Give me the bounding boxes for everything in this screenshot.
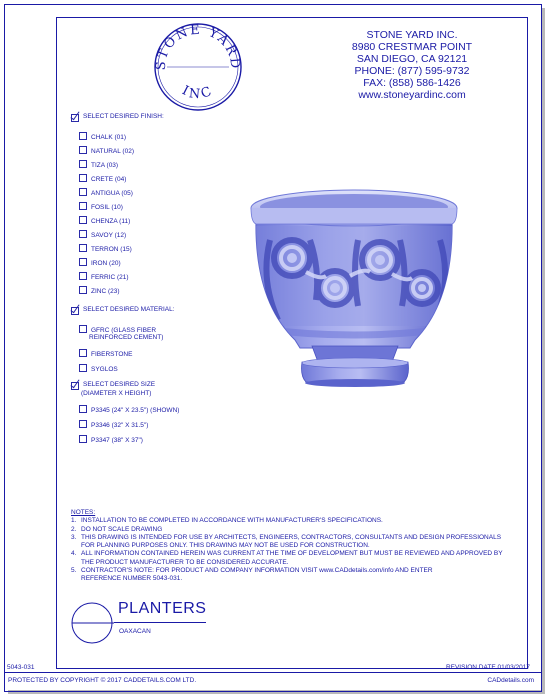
- finish-option[interactable]: [79, 132, 126, 142]
- material-option-label: GFRC (GLASS FIBER: [91, 327, 157, 334]
- section-symbol-icon: [70, 601, 114, 645]
- finish-option-label: CHENZA (11): [91, 218, 131, 225]
- caddetails-link[interactable]: CADdetails.com: [487, 677, 534, 684]
- finish-header: [71, 113, 164, 122]
- scroll-ornament: [250, 226, 460, 339]
- finish-option[interactable]: [79, 188, 133, 198]
- note-number: 1.: [71, 517, 77, 525]
- checkbox[interactable]: [79, 349, 87, 357]
- finish-option[interactable]: [79, 244, 132, 254]
- finish-option-label: CHALK (01): [91, 134, 127, 141]
- size-option-label: P3346 (32" X 31.5"): [91, 422, 149, 429]
- company-info: [322, 29, 502, 101]
- note-line: REFERENCE NUMBER 5043-031.: [81, 575, 183, 583]
- company-address-1: 8980 CRESTMAR POINT: [351, 41, 473, 53]
- finish-header-label: SELECT DESIRED FINISH:: [83, 113, 164, 120]
- size-option[interactable]: [79, 420, 148, 430]
- stone-yard-seal-logo: [153, 22, 243, 112]
- checkbox[interactable]: [79, 405, 87, 413]
- notes-section: [71, 509, 511, 584]
- checkbox[interactable]: [79, 174, 87, 182]
- checkbox[interactable]: [79, 420, 87, 428]
- size-header-checkbox[interactable]: [71, 382, 79, 390]
- note-line: DO NOT SCALE DRAWING: [81, 525, 163, 533]
- company-address-2: SAN DIEGO, CA 92121: [356, 53, 468, 65]
- svg-text:STONE YARD: [154, 23, 243, 71]
- finish-option-label: TIZA (03): [91, 162, 119, 169]
- finish-option[interactable]: [79, 202, 123, 212]
- checkbox[interactable]: [79, 202, 87, 210]
- finish-option[interactable]: [79, 160, 118, 170]
- material-header-label: SELECT DESIRED MATERIAL:: [83, 306, 175, 313]
- seal-bottom-text: INC: [179, 83, 217, 103]
- finish-option-label: CRETE (04): [91, 176, 127, 183]
- note-item: [71, 534, 511, 551]
- note-item: [71, 550, 511, 567]
- finish-header-checkbox[interactable]: [71, 114, 79, 122]
- note-number: 3.: [71, 533, 77, 541]
- note-line: FOR PLANNING PURPOSES ONLY. THIS DRAWING MAY NOT BE USED FOR CONSTRUCTION.: [81, 542, 370, 550]
- size-option-label: P3345 (24" X 23.5") (SHOWN): [91, 407, 180, 414]
- finish-option-label: ZINC (23): [91, 288, 120, 295]
- drawing-subtitle: OAXACAN: [119, 628, 151, 635]
- checkbox[interactable]: [79, 272, 87, 280]
- note-number: 4.: [71, 550, 77, 558]
- checkbox[interactable]: [79, 325, 87, 333]
- checkbox[interactable]: [79, 258, 87, 266]
- finish-option[interactable]: [79, 286, 120, 296]
- finish-option-label: FERRIC (21): [91, 274, 129, 281]
- size-header-label: SELECT DESIRED SIZE: [83, 381, 156, 388]
- checkbox[interactable]: [79, 132, 87, 140]
- finish-option-label: NATURAL (02): [91, 148, 134, 155]
- material-header: [71, 306, 175, 315]
- seal-top-text: STONE YARD: [153, 22, 243, 71]
- finish-option[interactable]: [79, 174, 126, 184]
- footer-divider: [4, 672, 541, 673]
- note-item: [71, 517, 511, 525]
- material-option[interactable]: [79, 364, 118, 374]
- title-underline: [114, 622, 206, 623]
- note-item: [71, 567, 511, 584]
- finish-option-label: TERRON (15): [91, 246, 132, 253]
- finish-option[interactable]: [79, 258, 121, 268]
- note-item: [71, 526, 511, 534]
- finish-option[interactable]: [79, 272, 129, 282]
- material-option-label: FIBERSTONE: [91, 351, 133, 358]
- size-option-label: P3347 (38" X 37"): [91, 437, 143, 444]
- checkbox[interactable]: [79, 216, 87, 224]
- notes-title: NOTES:: [71, 509, 96, 516]
- reference-number: 5043-031: [7, 664, 35, 671]
- company-phone: PHONE: (877) 595-9732: [354, 65, 470, 77]
- planter-illustration: [240, 180, 470, 405]
- finish-option-label: FOSIL (10): [91, 204, 123, 211]
- finish-option-label: ANTIGUA (05): [91, 190, 133, 197]
- note-number: 2.: [71, 525, 77, 533]
- svg-text:INC: [179, 83, 216, 102]
- finish-option[interactable]: [79, 216, 130, 226]
- note-line: THIS DRAWING IS INTENDED FOR USE BY ARCHITECTS, ENGINEERS, CONTRACTORS, CONSULTANTS AND DESIGN PROFESSIONALS: [81, 533, 502, 541]
- company-website: www.stoneyardinc.com: [358, 89, 466, 101]
- note-line: INSTALLATION TO BE COMPLETED IN ACCORDANCE WITH MANUFACTURER'S SPECIFICATIONS.: [81, 517, 383, 525]
- checkbox[interactable]: [79, 188, 87, 196]
- note-line: THE PRODUCT MANUFACTURER TO BE CONSIDERED ACCURATE.: [81, 558, 289, 566]
- checkbox[interactable]: [79, 160, 87, 168]
- checkbox[interactable]: [79, 435, 87, 443]
- company-name: STONE YARD INC.: [366, 29, 458, 41]
- checkbox[interactable]: [79, 230, 87, 238]
- size-option[interactable]: [79, 405, 179, 415]
- material-header-checkbox[interactable]: [71, 307, 79, 315]
- material-option-label: SYGLOS: [91, 366, 118, 373]
- size-header: [71, 381, 155, 390]
- material-option-label-line2: REINFORCED CEMENT): [89, 334, 164, 341]
- note-number: 5.: [71, 567, 77, 575]
- finish-option[interactable]: [79, 230, 126, 240]
- checkbox[interactable]: [79, 146, 87, 154]
- size-option[interactable]: [79, 435, 143, 445]
- size-header-subtitle: (DIAMETER X HEIGHT): [81, 390, 152, 397]
- checkbox[interactable]: [79, 286, 87, 294]
- note-line: ALL INFORMATION CONTAINED HEREIN WAS CURRENT AT THE TIME OF DEVELOPMENT BUT MUST BE REVIEWED AND APPROVED BY: [81, 550, 503, 558]
- company-fax: FAX: (858) 586-1426: [363, 77, 461, 89]
- checkbox[interactable]: [79, 244, 87, 252]
- finish-option[interactable]: [79, 146, 134, 156]
- checkbox[interactable]: [79, 364, 87, 372]
- finish-option-label: SAVOY (12): [91, 232, 127, 239]
- revision-date: REVISION DATE 01/03/2017: [445, 664, 530, 671]
- material-option[interactable]: [79, 349, 132, 359]
- note-line: CONTRACTOR'S NOTE: FOR PRODUCT AND COMPANY INFORMATION VISIT www.CADdetails.com/info AND ENTER: [81, 567, 433, 575]
- copyright-notice: PROTECTED BY COPYRIGHT © 2017 CADDETAILS.COM LTD.: [8, 677, 197, 684]
- drawing-title: PLANTERS: [118, 600, 207, 617]
- finish-option-label: IRON (20): [91, 260, 121, 267]
